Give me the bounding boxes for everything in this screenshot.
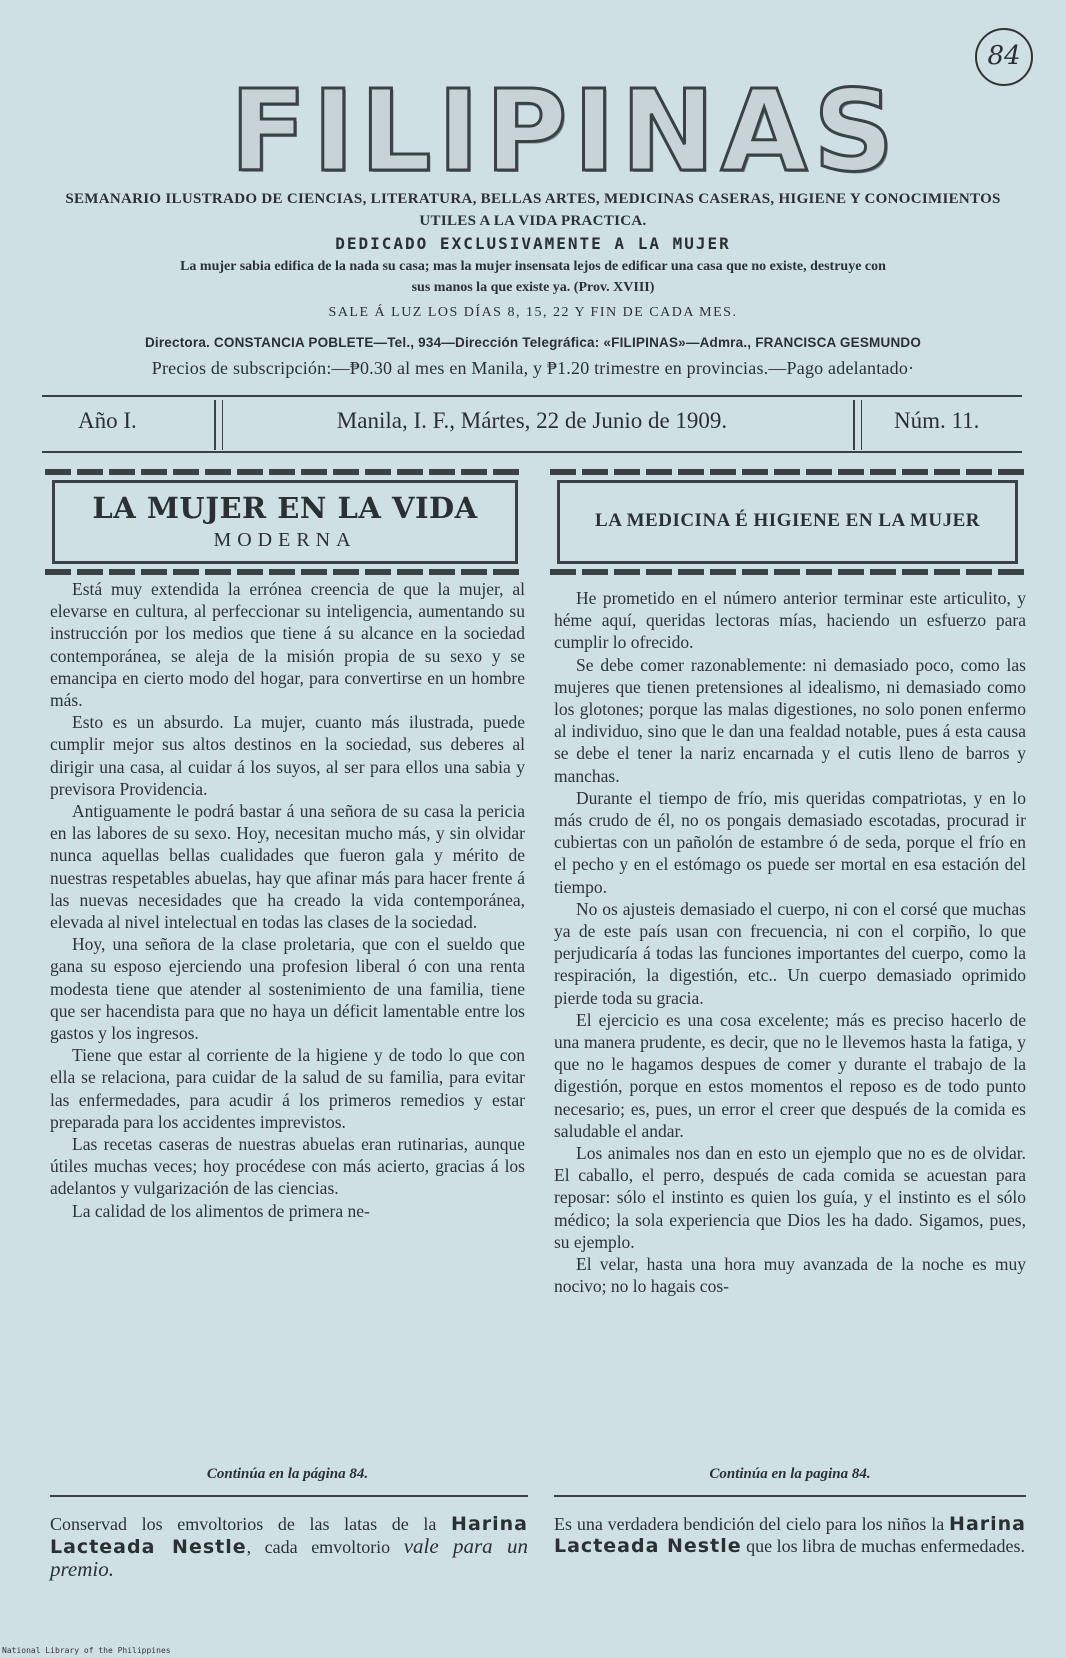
dedication: DEDICADO EXCLUSIVAMENTE A LA MUJER [335, 234, 731, 253]
left-article-body [50, 578, 525, 1222]
right-article-body [554, 587, 1026, 1298]
right-ad-pre: Es una verdadera bendición del cielo para los niños la [554, 1514, 945, 1534]
left-article-subtitle: MODERNA [213, 529, 357, 551]
right-nestle-ad [554, 1513, 1026, 1557]
left-paragraph: Esto es un absurdo. La mujer, cuanto más ilustrada, puede cumplir mejor sus altos destinos en la sociedad, sus deberes al dirigir una casa, al cuidar á los suyos, al ser para ellos una sabia y previsora Providencia. [50, 712, 525, 799]
right-paragraph: Se debe comer razonablemente: ni demasiado poco, como las mujeres que tienen pretensiones al idealismo, ni demasiado como los glotones; porque las malas digestiones, no solo ponen enfermo al individuo, sino que le dan una fealdad notable, pues á esta causa se debe el tener la nariz encarnada y el cutis lleno de barros y manchas. [554, 654, 1026, 786]
left-paragraph: Hoy, una señora de la clase proletaria, que con el sueldo que gana su esposo ejerciendo una profesion liberal ó con una renta modesta tiene que atender al sostenimiento de una familia, tiene que ser hacendista para que no haya un déficit lamentable entre los gastos y los ingresos. [50, 934, 525, 1044]
issue-bottom-rule [42, 451, 1022, 453]
right-ad-brand: Harina Lacteada Nestle [554, 1513, 1026, 1557]
left-ad-pre: Conservad los emvoltorios de las latas de la [50, 1514, 437, 1534]
right-paragraph: El velar, hasta una hora muy avanzada de la noche es muy nocivo; no lo hagais cos- [554, 1254, 1026, 1297]
masthead-title: FILIPINAS [230, 67, 901, 197]
issue-number: Núm. 11. [894, 408, 980, 433]
left-paragraph: La calidad de los alimentos de primera ne- [72, 1200, 370, 1221]
left-ad-brand: Harina Lacteada Nestle [50, 1513, 528, 1558]
proverb-line-2: sus manos la que existe ya. (Prov. XVIII) [411, 280, 655, 295]
right-paragraph: Durante el tiempo de frío, mis queridas compatriotas, y en lo más crudo de él, no os pongais demasiado escotadas, procurad ir cubiertas con un pañolón de estambre ó de seda, porque el frío en el pecho y en el estómago os puede ser mortal en esa estación del tiempo. [554, 787, 1026, 897]
right-paragraph: El ejercicio es una cosa excelente; más es preciso hacerlo de una manera prudente, es decir, que no le llevemos hasta la fatiga, y que no le hagamos despues de comer y durante el trabajo de la digestión, porque en estos momentos el reposo es de todo punto necesario; es, pues, un error el creer que después de la comida es saludable el andar. [554, 1009, 1026, 1141]
left-paragraph: Tiene que estar al corriente de la higiene y de todo lo que con ella se relaciona, para cuidar de la salud de su familia, para evitar las enfermedades, para acudir á los primeros remedios y estar preparada para los accidentes imprevistos. [50, 1045, 525, 1132]
left-ad-mid: , cada emvoltorio [246, 1537, 391, 1557]
right-continued-note: Continúa en la pagina 84. [709, 1466, 871, 1482]
right-paragraph: He prometido en el número anterior terminar este articulito, y héme aquí, queridas lectoras mías, haciendo un esfuerzo para cumplir lo ofrecido. [554, 588, 1026, 653]
directory-line: Directora. CONSTANCIA POBLETE—Tel., 934—Dirección Telegráfica: «FILIPINAS»—Admra., FRANCISCA GESMUNDO [144, 335, 922, 350]
proverb [40, 256, 1026, 298]
right-article-title-box [557, 480, 1018, 564]
issue-divider-right [853, 400, 862, 450]
subtitle [40, 188, 1026, 232]
right-ad-post: que los libra de muchas enfermedades. [746, 1536, 1026, 1556]
page-number-stamp: 84 [975, 28, 1033, 86]
right-article-title: LA MEDICINA É HIGIENE EN LA MUJER [595, 510, 980, 531]
left-ad-rule [50, 1495, 528, 1497]
left-paragraph: Está muy extendida la errónea creencia de que la mujer, al elevarse en cultura, al perfeccionar su inteligencia, aumentando su instrucción por los medios que tiene á su alcance en la sociedad contemporánea, se aleja de la misión propia de su sexo y se emancipa en cierto modo del hogar, para convertirse en un hombre más. [50, 579, 525, 711]
left-article-title-box [52, 480, 518, 564]
issue-year: Año I. [78, 408, 137, 433]
right-paragraph: No os ajusteis demasiado el cuerpo, ni con el corsé que muchas ya de este país usan con frecuencia, ni con el corpiño, lo que perjudicaría á todas las funciones importantes del cuerpo, como la respiración, la digestión, etc.. Un cuerpo demasiado oprimido pierde toda su gracia. [554, 898, 1026, 1008]
subtitle-line-1: SEMANARIO ILUSTRADO DE CIENCIAS, LITERATURA, BELLAS ARTES, MEDICINAS CASERAS, HIGIENE Y CONOCIMIENTOS [65, 191, 1001, 207]
right-paragraph: Los animales nos dan en esto un ejemplo que no es de olvidar. El caballo, el perro, después de cada comida se acuestan para reposar: sólo el instinto es quien los guía, y el instinto es el sólo médico; la sola experiencia que Dios les ha dado. Sigamos, pues, su ejemplo. [554, 1143, 1026, 1252]
left-paragraph: Las recetas caseras de nuestras abuelas eran rutinarias, aunque útiles muchas veces; hoy procédese con más acierto, gracias á los adelantos y vulgarización de las ciencias. [50, 1134, 525, 1199]
left-continued-note: Continúa en la página 84. [206, 1466, 369, 1482]
subscription-prices: Precios de subscripción:—₱0.30 al mes en Manila, y ₱1.20 trimestre en provincias.—Pago adelantado· [151, 358, 915, 378]
issue-divider-left [214, 400, 223, 450]
left-nestle-ad [50, 1513, 528, 1581]
left-article-title: LA MUJER EN LA VIDA [92, 491, 478, 525]
top-rule [42, 395, 1022, 397]
issue-bar [42, 400, 1022, 448]
left-paragraph: Antiguamente le podrá bastar á una señora de su casa la pericia en las labores de su sexo. Hoy, necesitan mucho más, y sin olvidar nunca aquellas bellas cualidades que fueron gala y mérito de nuestras respetables abuelas, hay que afinar más para hacer frente á las nuevas necesidades que ha creado la vida contemporánea, elevada al nivel intelectual en todas las clases de la sociedad. [50, 801, 525, 933]
proverb-line-1: La mujer sabia edifica de la nada su casa; mas la mujer insensata lejos de edificar una casa que no existe, destruye con [180, 259, 886, 274]
subtitle-line-2: UTILES A LA VIDA PRACTICA. [419, 213, 647, 229]
publication-schedule: SALE Á LUZ LOS DÍAS 8, 15, 22 Y FIN DE CADA MES. [328, 305, 738, 320]
right-ad-rule [554, 1495, 1026, 1497]
issue-date: Manila, I. F., Mártes, 22 de Junio de 1909. [336, 408, 728, 433]
left-ad-highlight: vale para un premio. [50, 1534, 528, 1581]
library-credit: National Library of the Philippines [2, 1646, 171, 1655]
